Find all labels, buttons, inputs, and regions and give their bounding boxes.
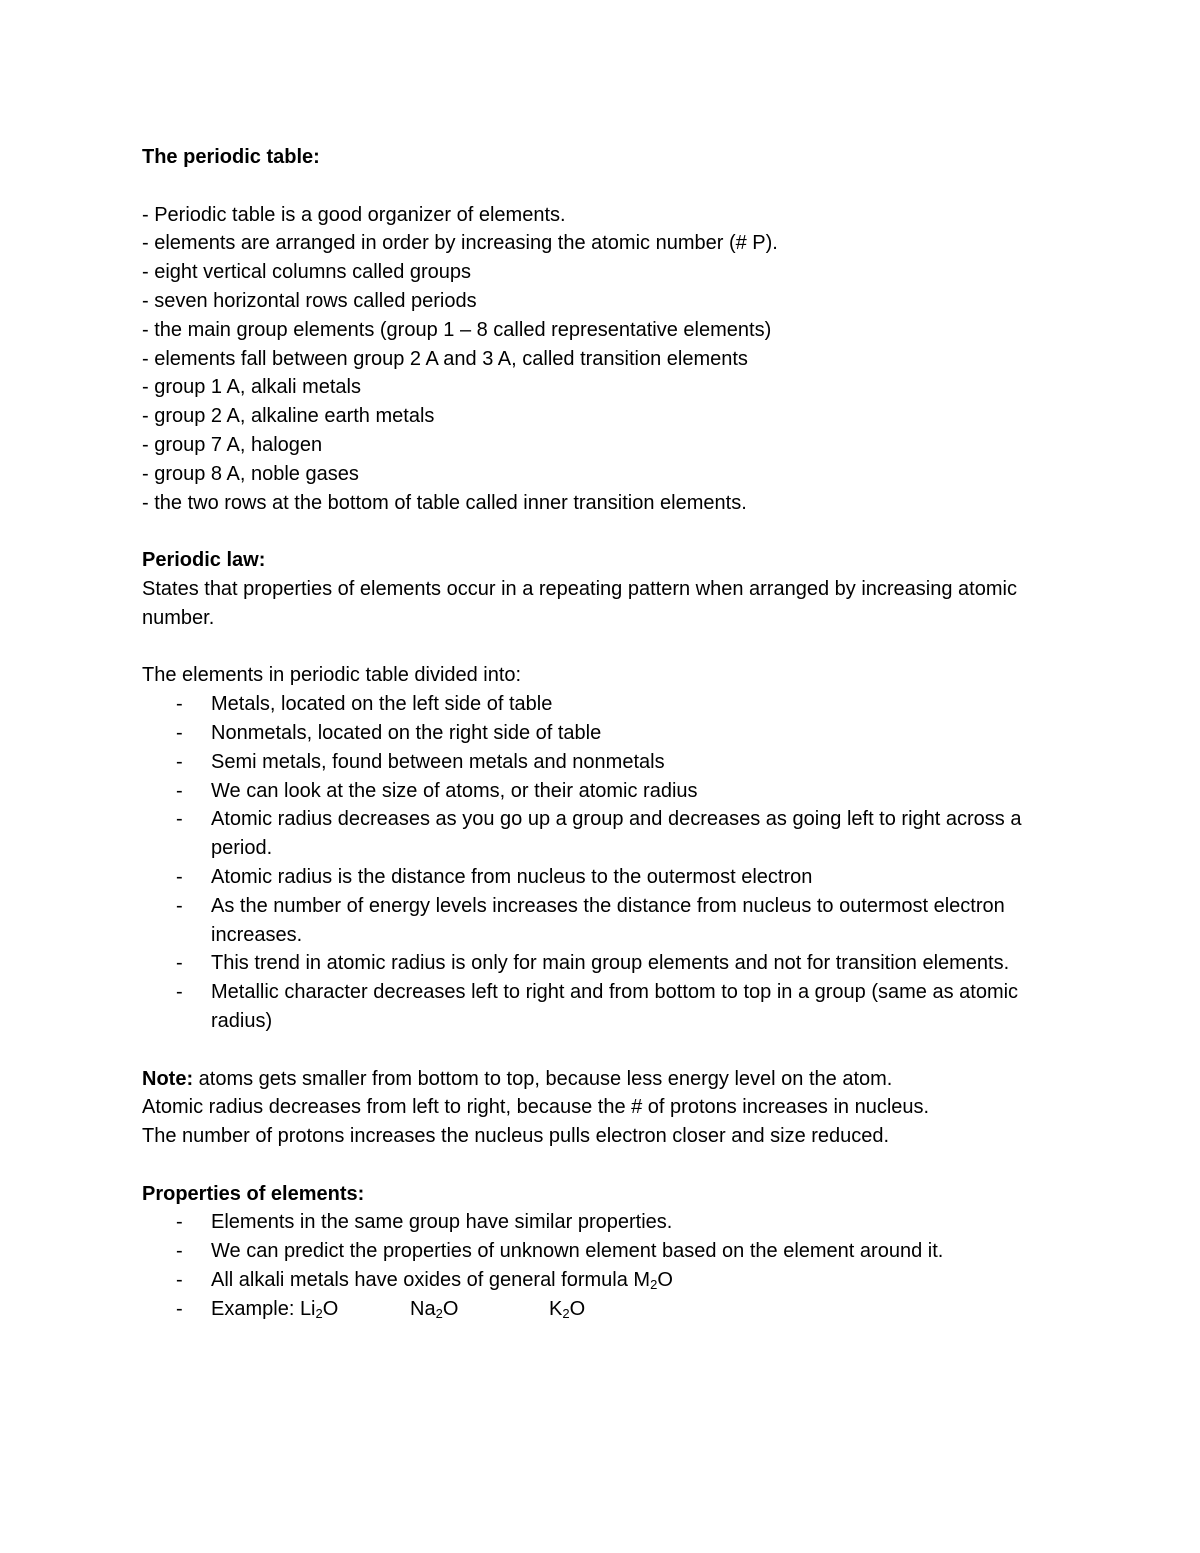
list-item-text: Atomic radius decreases as you go up a group and decreases as going left to right across a period. [211,808,1022,860]
dash-bullet: - [176,1297,183,1320]
list-item-text: As the number of energy levels increases the distance from nucleus to outermost electron increases. [211,894,1005,946]
dash-bullet: - [176,808,183,831]
dash-bullet: - [176,693,183,716]
list-item [142,863,1072,892]
list-item-text [211,1266,1072,1295]
chem-base: Na [410,1297,436,1320]
example-label: Example: [211,1297,300,1320]
note-text: atoms gets smaller from bottom to top, because less energy level on the atom. [193,1067,893,1090]
dash-bullet: - [176,721,183,744]
example-row [211,1295,1072,1324]
list-item-text: We can look at the size of atoms, or their atomic radius [211,779,698,802]
dash-bullet: - [176,779,183,802]
note-line-2: Atomic radius decreases from left to right, because the # of protons increases in nucleus. [142,1096,930,1119]
list-item [142,719,1072,748]
list-item: - seven horizontal rows called periods [142,289,477,312]
chem-subscript: 2 [562,1305,570,1321]
list-item: - group 8 A, noble gases [142,462,359,485]
chem-tail: O [569,1297,586,1320]
note-line-3: The number of protons increases the nucleus pulls electron closer and size reduced. [142,1125,890,1148]
list-item: - the main group elements (group 1 – 8 called representative elements) [142,318,772,341]
list-item-text: Nonmetals, located on the right side of table [211,721,602,744]
list-item: - elements are arranged in order by increasing the atomic number (# P). [142,232,778,255]
spacer [142,633,1072,662]
chem-base: Li [299,1297,316,1320]
dash-bullet: - [176,894,183,917]
list-item [142,892,1072,950]
dash-bullet: - [176,1240,183,1263]
example-k2o [549,1295,585,1324]
list-item [142,1208,1072,1237]
note-line-1 [142,1065,1072,1094]
list-item [142,1237,1072,1266]
example-na2o [410,1295,549,1324]
chem-subscript: 2 [315,1305,323,1321]
list-item-text: Atomic radius is the distance from nucleus to the outermost electron [211,865,813,888]
list-item [142,690,1072,719]
dash-bullet: - [176,981,183,1004]
spacer [142,172,1072,201]
section-title-periodic-table: The periodic table: [142,146,320,168]
chem-base: K [549,1297,563,1320]
list-item [142,949,1072,978]
list-item [142,978,1072,1036]
note-label: Note: [142,1067,194,1090]
spacer [142,1151,1072,1180]
document-page [142,143,1072,1324]
list-item-text: This trend in atomic radius is only for main group elements and not for transition elements. [211,952,1010,975]
list-item: - the two rows at the bottom of table called inner transition elements. [142,491,747,514]
list-item: - Periodic table is a good organizer of elements. [142,203,566,226]
chem-tail: O [442,1297,459,1320]
list-item: - eight vertical columns called groups [142,261,472,284]
chem-tail: O [322,1297,339,1320]
list-item [142,1266,1072,1295]
section-title-periodic-law: Periodic law: [142,549,266,572]
spacer [142,517,1072,546]
example-li2o [211,1295,410,1324]
formula-subscript: 2 [650,1277,658,1293]
spacer [142,1036,1072,1065]
section-title-properties: Properties of elements: [142,1182,365,1205]
list-item: - elements fall between group 2 A and 3 A, called transition elements [142,347,748,370]
list-item: - group 2 A, alkaline earth metals [142,405,435,428]
list-item [142,777,1072,806]
dash-bullet: - [176,1269,183,1292]
dash-bullet: - [176,952,183,975]
formula-text: All alkali metals have oxides of general formula M [211,1269,651,1292]
list-item [142,805,1072,863]
formula-tail: O [657,1269,673,1292]
list-item-text: Metals, located on the left side of table [211,693,553,716]
list-item: - group 7 A, halogen [142,433,323,456]
section-intro-divided: The elements in periodic table divided into: [142,664,522,687]
list-item-text: Elements in the same group have similar properties. [211,1211,673,1234]
list-item [142,748,1072,777]
dash-bullet: - [176,865,183,888]
chem-subscript: 2 [435,1305,443,1321]
list-item-text: Semi metals, found between metals and nonmetals [211,750,665,773]
dash-bullet: - [176,1211,183,1234]
list-item-text: We can predict the properties of unknown element based on the element around it. [211,1240,944,1263]
list-item-text: Metallic character decreases left to right and from bottom to top in a group (same as atomic radius) [211,981,1019,1032]
list-item-example [142,1295,1072,1324]
dash-bullet: - [176,750,183,773]
paragraph-periodic-law: States that properties of elements occur in a repeating pattern when arranged by increasing atomic number. [142,577,1017,629]
list-item: - group 1 A, alkali metals [142,376,361,399]
